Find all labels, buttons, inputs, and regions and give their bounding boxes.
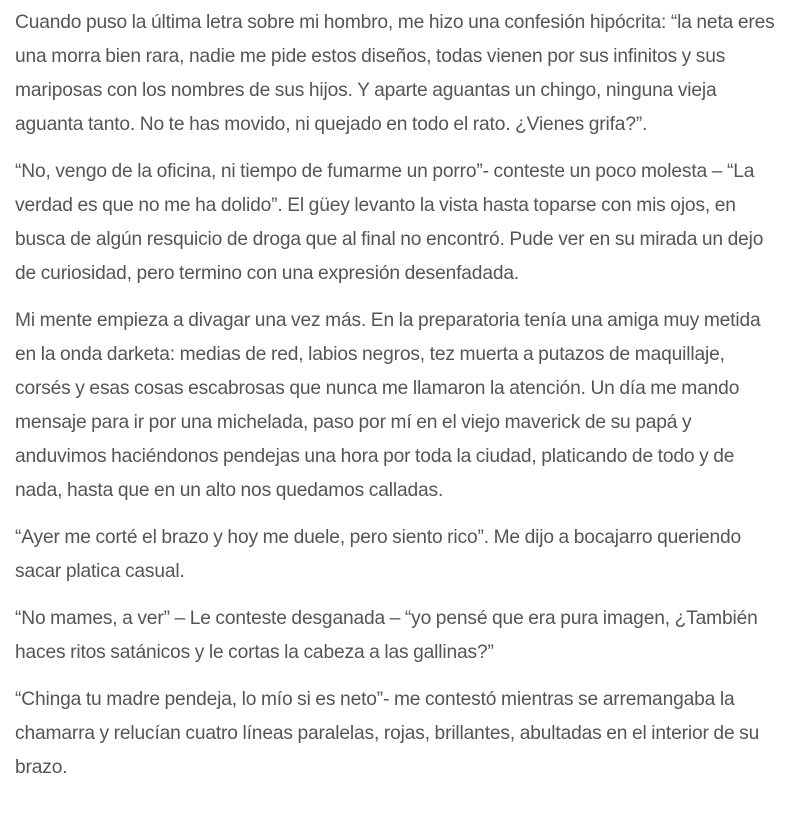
paragraph: “No, vengo de la oficina, ni tiempo de fumarme un porro”- conteste un poco molesta – “La verdad es que no me ha dolido”. El güey levanto la vista hasta toparse con mis ojos, en busca de algún resquicio de droga que al final no encontró. Pude ver en su mirada un dejo de curiosidad, pero termino con una expresión desenfadada.: [15, 161, 764, 284]
paragraph: “No mames, a ver” – Le conteste desganada – “yo pensé que era pura imagen, ¿También haces ritos satánicos y le cortas la cabeza a las gallinas?”: [15, 608, 758, 663]
paragraph: “Ayer me corté el brazo y hoy me duele, pero siento rico”. Me dijo a bocajarro queriendo sacar platica casual.: [15, 527, 742, 582]
paragraph: “Chinga tu madre pendeja, lo mío si es neto”- me contestó mientras se arremangaba la chamarra y relucían cuatro líneas paralelas, rojas, brillantes, abultadas en el interior de su brazo.: [15, 689, 760, 778]
paragraph: Mi mente empieza a divagar una vez más. En la preparatoria tenía una amiga muy metida en la onda darketa: medias de red, labios negros, tez muerta a putazos de maquillaje, corsés y esas cosas escabrosas que nunca me llamaron la atención. Un día me mando mensaje para ir por una michelada, paso por mí en el viejo maverick de su papá y anduvimos haciéndonos pendejas una hora por toda la ciudad, platicando de todo y de nada, hasta que en un alto nos quedamos calladas.: [15, 310, 761, 501]
paragraph: Cuando puso la última letra sobre mi hombro, me hizo una confesión hipócrita: “la neta eres una morra bien rara, nadie me pide estos diseños, todas vienen por sus infinitos y sus mariposas con los nombres de sus hijos. Y aparte aguantas un chingo, ninguna vieja aguanta tanto. No te has movido, ni quejado en todo el rato. ¿Vienes grifa?”.: [15, 12, 775, 135]
